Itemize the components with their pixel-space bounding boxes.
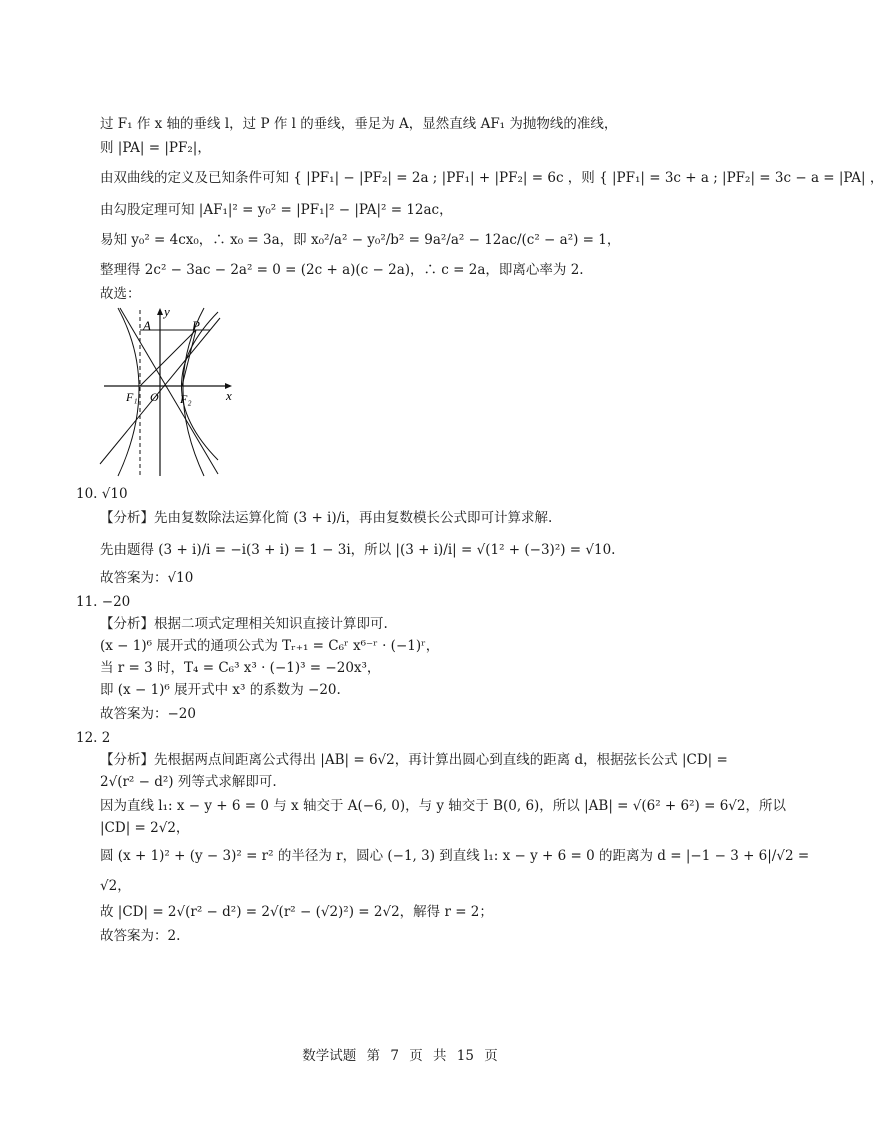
- text-line: √2，: [100, 878, 131, 894]
- text-line: |CD| = 2√2，: [100, 820, 190, 836]
- text-line: 由双曲线的定义及已知条件可知 { |PF₁| − |PF₂| = 2a ; |PF₁| + |PF₂| = 6c ，则 { |PF₁| = 3c + a ; |PF₂| = 3c − a = |PA| ，: [100, 170, 883, 186]
- segment-pf2: [182, 330, 196, 386]
- footer-total-pages: 15: [456, 1048, 474, 1064]
- text-line: 故选：: [100, 286, 141, 302]
- text-line: 则 |PA| = |PF₂|，: [100, 140, 211, 156]
- text-line: 整理得 2c² − 3ac − 2a² = 0 = (2c + a)(c − 2a)，∴ c = 2a，即离心率为 2.: [100, 262, 584, 278]
- answer-line: 故答案为：√10: [100, 570, 194, 586]
- answer-number: 11. −20: [76, 594, 131, 610]
- analysis-line: 【分析】根据二项式定理相关知识直接计算即可.: [100, 616, 388, 632]
- footer-gong: 共: [433, 1048, 447, 1064]
- label-y: y: [164, 304, 170, 319]
- text-line: 易知 y₀² = 4cx₀，∴ x₀ = 3a，即 x₀²/a² − y₀²/b² = 9a²/a² − 12ac/(c² − a²) = 1，: [100, 232, 621, 248]
- text-line: 先由题得 (3 + i)/i = −i(3 + i) = 1 − 3i，所以 |(3 + i)/i| = √(1² + (−3)²) = √10.: [100, 542, 616, 558]
- text-line: 故 |CD| = 2√(r² − d²) = 2√(r² − (√2)²) = 2√2，解得 r = 2；: [100, 904, 493, 920]
- label-x: x: [226, 388, 232, 403]
- text-line: 过 F₁ 作 x 轴的垂线 l，过 P 作 l 的垂线，垂足为 A，显然直线 AF₁ 为抛物线的准线，: [100, 116, 618, 132]
- analysis-line: 【分析】先由复数除法运算化简 (3 + i)/i，再由复数模长公式即可计算求解.: [100, 510, 553, 526]
- text-line: 即 (x − 1)⁶ 展开式中 x³ 的系数为 −20.: [100, 682, 341, 698]
- text-line: 圆 (x + 1)² + (y − 3)² = r² 的半径为 r，圆心 (−1, 3) 到直线 l₁: x − y + 6 = 0 的距离为 d = |−1 − 3 + 6|/√2 =: [100, 848, 810, 864]
- answer-number: 12. 2: [76, 730, 111, 746]
- text-line: 因为直线 l₁: x − y + 6 = 0 与 x 轴交于 A(−6, 0)，与 y 轴交于 B(0, 6)，所以 |AB| = √(6² + 6²) = 6√2，所以: [100, 798, 786, 814]
- label-f1: F₁: [126, 390, 138, 404]
- page-footer: [0, 1044, 800, 1064]
- answer-number: 10. √10: [76, 486, 128, 502]
- footer-subject: 数学试题: [302, 1048, 357, 1064]
- footer-ye: 页: [409, 1048, 423, 1064]
- footer-di: 第: [366, 1048, 381, 1064]
- y-axis-arrow: [157, 308, 163, 315]
- label-p: P: [192, 318, 200, 333]
- label-f2: F₂: [180, 392, 192, 406]
- label-o: O: [150, 390, 159, 404]
- text-line: 当 r = 3 时，T₄ = C₆³ x³ · (−1)³ = −20x³，: [100, 660, 381, 676]
- answer-line: 故答案为：2.: [100, 928, 181, 944]
- text-line: 由勾股定理可知 |AF₁|² = y₀² = |PF₁|² − |PA|² = 12ac，: [100, 202, 453, 218]
- label-a: A: [143, 318, 151, 333]
- text-line: (x − 1)⁶ 展开式的通项公式为 Tᵣ₊₁ = C₆ʳ x⁶⁻ʳ · (−1)ʳ，: [100, 638, 440, 654]
- footer-ye: 页: [484, 1048, 498, 1064]
- answer-line: 故答案为：−20: [100, 706, 196, 722]
- text-line: 2√(r² − d²) 列等式求解即可.: [100, 774, 277, 790]
- hyperbola-parabola-figure: [100, 304, 240, 484]
- analysis-line: 【分析】先根据两点间距离公式得出 |AB| = 6√2，再计算出圆心到直线的距离 d，根据弦长公式 |CD| =: [100, 752, 728, 768]
- footer-page-number: 7: [390, 1048, 399, 1064]
